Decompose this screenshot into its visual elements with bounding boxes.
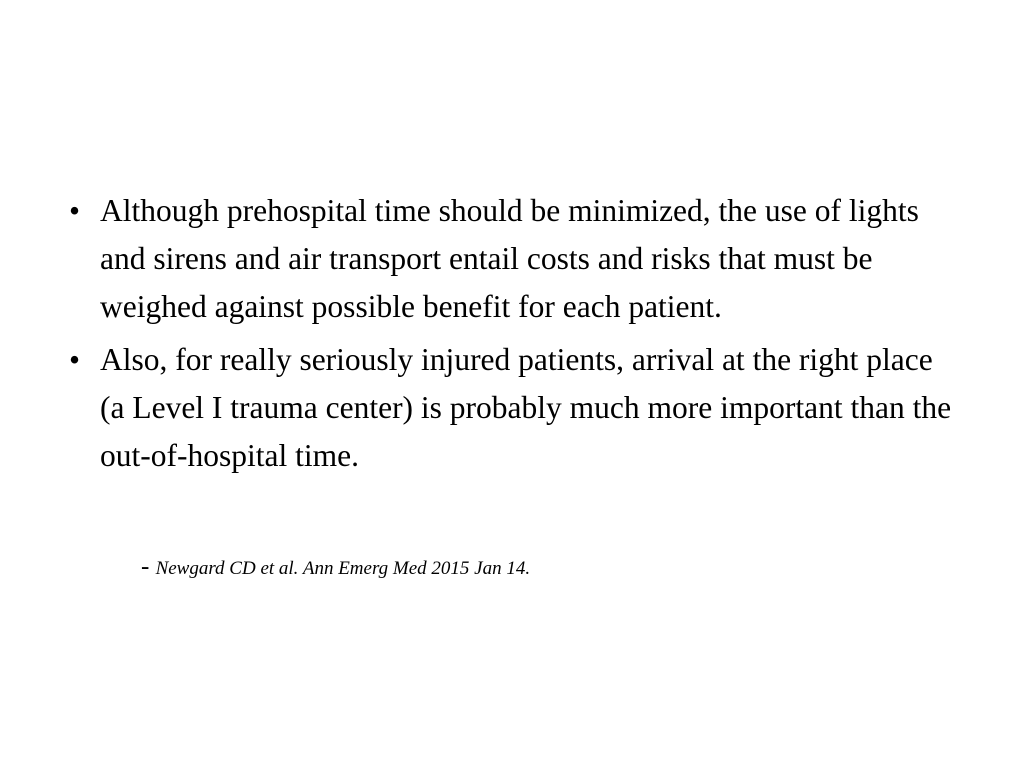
bullet-icon: •: [69, 193, 81, 228]
bullet-text: Although prehospital time should be minimized, the use of lights and sirens and air transport entail costs and risks that must be weighed against possible benefit for each patient.: [100, 193, 919, 324]
bullet-text: Also, for really seriously injured patients, arrival at the right place (a Level I trauma center) is probably much more important than the out-of-hospital time.: [100, 342, 952, 473]
bullet-item-prehospital-time: [60, 187, 960, 331]
citation-text: Newgard CD et al. Ann Emerg Med 2015 Jan 14.: [155, 558, 531, 579]
bullet-item-trauma-center: [60, 336, 960, 480]
citation-dash: -: [141, 553, 156, 580]
bullet-icon: •: [69, 342, 81, 377]
citation: [141, 551, 530, 585]
bullet-list: [60, 187, 960, 485]
